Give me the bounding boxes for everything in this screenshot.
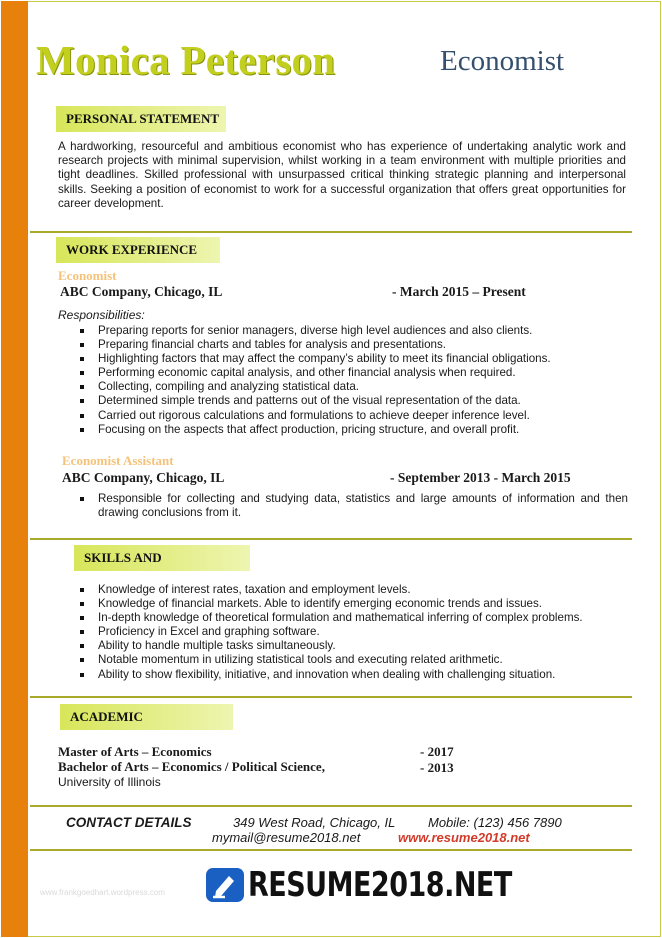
list-item: Highlighting factors that may affect the company’s ability to meet its financial obligations.	[78, 352, 628, 366]
job-company: ABC Company, Chicago, IL	[60, 284, 223, 299]
section-heading-work-experience: WORK EXPERIENCE	[56, 237, 220, 263]
job-title: Economist Assistant	[62, 453, 174, 468]
degree-name: Bachelor of Arts – Economics / Political Science,	[58, 759, 325, 774]
list-item: Performing economic capital analysis, and other financial analysis when required.	[78, 366, 628, 380]
list-item: Knowledge of financial markets. Able to identify emerging economic trends and issues.	[78, 597, 628, 611]
degree-year: - 2017	[420, 744, 454, 759]
section-divider	[30, 696, 632, 698]
list-item: Ability to handle multiple tasks simultaneously.	[78, 639, 628, 653]
degree-year: - 2013	[420, 760, 454, 775]
job-company: ABC Company, Chicago, IL	[62, 470, 225, 485]
responsibilities-list	[78, 324, 628, 437]
contact-mobile: Mobile: (123) 456 7890	[428, 815, 562, 830]
watermark-text: www.frankgoedhart.wordpress.com	[40, 888, 165, 897]
section-divider	[30, 231, 632, 233]
list-item: Notable momentum in utilizing statistical tools and executing related arithmetic.	[78, 653, 628, 667]
section-divider	[30, 849, 632, 851]
section-heading-skills: SKILLS AND	[74, 545, 250, 571]
job-dates: - March 2015 – Present	[392, 284, 526, 299]
left-accent-bar	[1, 1, 28, 937]
degree-name: Master of Arts – Economics	[58, 744, 212, 759]
resume2018-logo	[206, 866, 512, 904]
personal-statement-text: A hardworking, resourceful and ambitious economist who has experience of undertaking analytic work and research projects with minimal supervision, whilst working in a team environment with multiple priorities and tight deadlines. Skilled professional with unsurpassed critical thinking strategic planning and interpersonal skills. Seeking a position of economist to work for a successful organization that offers great opportunities for career development.	[58, 140, 626, 210]
pen-icon	[206, 868, 244, 902]
university-name: University of Illinois	[58, 775, 161, 789]
list-item: Responsible for collecting and studying data, statistics and large amounts of information and then drawing conclusions from it.	[78, 492, 628, 520]
section-heading-personal-statement: PERSONAL STATEMENT	[56, 106, 226, 132]
list-item: Determined simple trends and patterns out of the visual representation of the data.	[78, 394, 628, 408]
section-divider	[30, 538, 632, 540]
list-item: Knowledge of interest rates, taxation and employment levels.	[78, 583, 628, 597]
contact-address: 349 West Road, Chicago, IL	[233, 815, 396, 830]
candidate-name: Monica Peterson	[36, 37, 336, 83]
responsibilities-list	[78, 492, 628, 520]
list-item: Proficiency in Excel and graphing software.	[78, 625, 628, 639]
job-title: Economist	[58, 268, 117, 283]
list-item: Ability to show flexibility, initiative, and innovation when dealing with challenging situation.	[78, 668, 628, 682]
skills-list	[78, 583, 628, 682]
list-item: In-depth knowledge of theoretical formulation and mathematical inferring of complex problems.	[78, 611, 628, 625]
contact-website-link[interactable]: www.resume2018.net	[398, 830, 530, 845]
candidate-title: Economist	[440, 45, 565, 77]
list-item: Carried out rigorous calculations and formulations to achieve deeper inference level.	[78, 409, 628, 423]
job-dates: - September 2013 - March 2015	[390, 470, 571, 485]
logo-text: RESUME2018.NET	[248, 865, 512, 905]
section-heading-academic: ACADEMIC	[60, 704, 233, 730]
list-item: Focusing on the aspects that affect production, pricing structure, and overall profit.	[78, 423, 628, 437]
section-divider	[30, 805, 632, 807]
list-item: Collecting, compiling and analyzing statistical data.	[78, 380, 628, 394]
contact-email[interactable]: mymail@resume2018.net	[212, 830, 361, 845]
responsibilities-label: Responsibilities:	[58, 308, 145, 322]
list-item: Preparing reports for senior managers, diverse high level audiences and also clients.	[78, 324, 628, 338]
list-item: Preparing financial charts and tables for analysis and presentations.	[78, 338, 628, 352]
contact-details-label: CONTACT DETAILS	[66, 815, 192, 830]
